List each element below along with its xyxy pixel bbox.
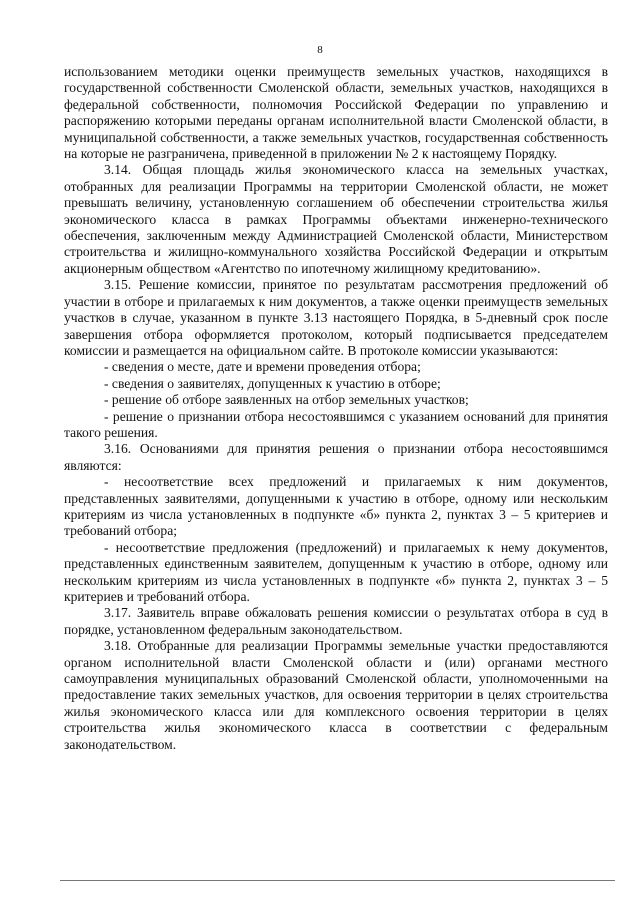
document-body xyxy=(64,64,608,753)
list-item: - сведения о месте, дате и времени проведения отбора; xyxy=(104,359,421,375)
paragraph-3-14: 3.14. Общая площадь жилья экономического класса на земельных участках, отобранных для реализации Программы на территории Смоленской области, не может превышать величину, установленную соглашением об обеспечении строительства жилья экономического класса в рамках Программы объектами инженерно-технического обеспечения, заключенным между Администрацией Смоленской области, Министерством строительства и жилищно-коммунального хозяйства Российской Федерации и открытым акционерным обществом «Агентство по ипотечному жилищному кредитованию». xyxy=(64,162,608,276)
footer-divider xyxy=(60,880,615,881)
paragraph-3-16: 3.16. Основаниями для принятия решения о признании отбора несостоявшимся являются: xyxy=(64,441,608,473)
list-item: - несоответствие всех предложений и прилагаемых к ним документов, представленных заявителями, допущенными к участию в отборе, одному или нескольким критериям из числа установленных в подпункте «б» пункта 2, пунктах 3 – 5 критериев и требований отбора; xyxy=(64,474,608,539)
paragraph-3-17: 3.17. Заявитель вправе обжаловать решения комиссии о результатах отбора в суд в порядке, установленном федеральным законодательством. xyxy=(64,605,608,637)
paragraph-3-15: 3.15. Решение комиссии, принятое по результатам рассмотрения предложений об участии в отборе и прилагаемых к ним документов, а также оценки преимуществ земельных участков в случае, указанном в пункте 3.13 настоящего Порядка, в 5-дневный срок после завершения отбора оформляется протоколом, который подписывается председателем комиссии и размещается на официальном сайте. В протоколе комиссии указываются: xyxy=(64,277,608,358)
paragraph-3-18: 3.18. Отобранные для реализации Программы земельные участки предоставляются органом исполнительной власти Смоленской области и (или) органами местного самоуправления муниципальных образований Смоленской области, уполномоченными на предоставление таких земельных участков, для освоения территории в целях строительства жилья экономического класса или для комплексного освоения территории в целях строительства жилья экономического класса в соответствии с федеральным законодательством. xyxy=(64,638,608,752)
paragraph-continuation: использованием методики оценки преимуществ земельных участков, находящихся в государственной собственности Смоленской области, земельных участков, находящихся в федеральной собственности, полномочия Российской Федерации по управлению и распоряжению которыми переданы органам исполнительной власти Смоленской области, в муниципальной собственности, а также земельных участков, государственная собственность на которые не разграничена, приведенной в приложении № 2 к настоящему Порядку. xyxy=(64,64,608,162)
list-item: - сведения о заявителях, допущенных к участию в отборе; xyxy=(104,375,441,391)
page-number: 8 xyxy=(317,44,323,56)
list-item: - решение об отборе заявленных на отбор земельных участков; xyxy=(104,392,469,408)
list-item: - решение о признании отбора несостоявшимся с указанием оснований для принятия такого решения. xyxy=(64,408,608,440)
list-item: - несоответствие предложения (предложений) и прилагаемых к нему документов, представленных единственным заявителем, допущенным к участию в отборе, одному или нескольким критериям из числа установленных в подпункте «б» пункта 2, пунктах 3 – 5 критериев и требований отбора. xyxy=(64,539,608,604)
